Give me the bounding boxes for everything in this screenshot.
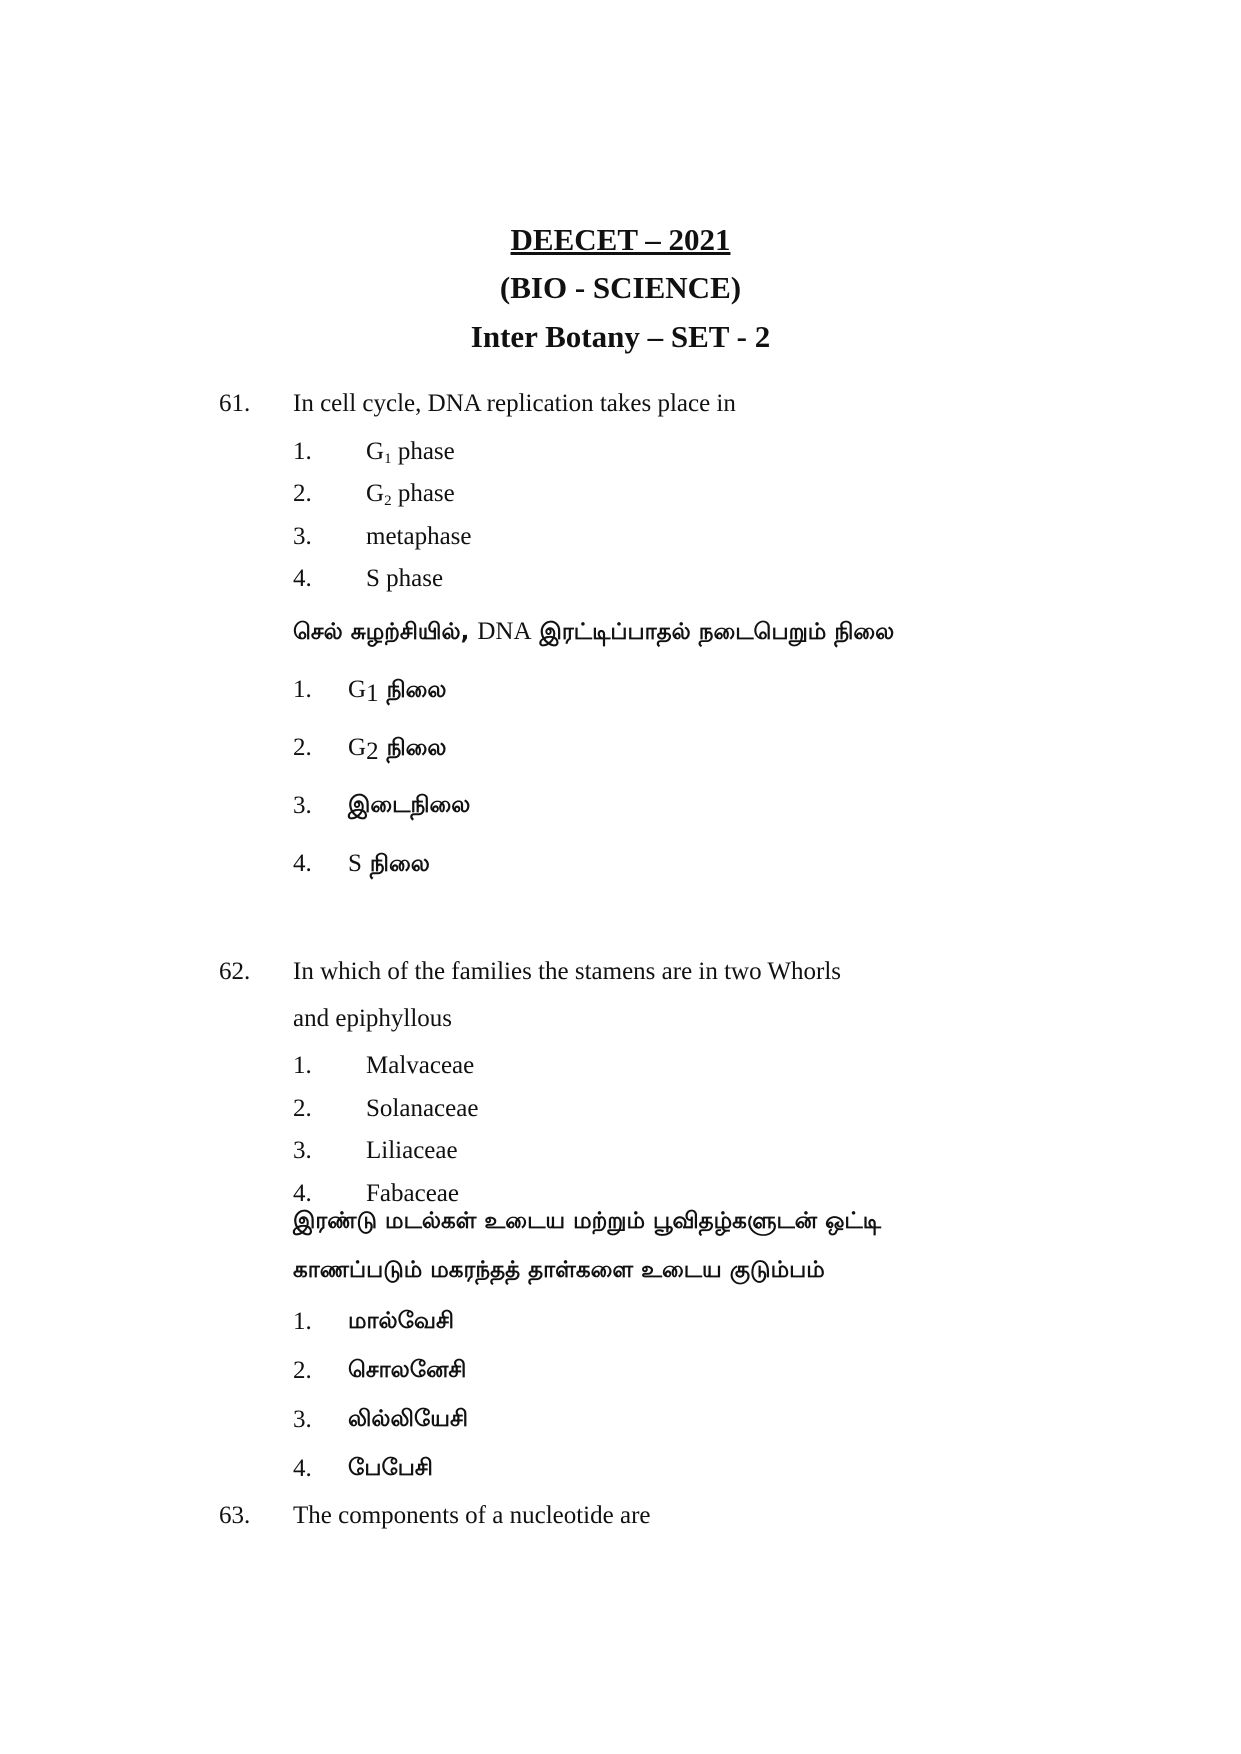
exam-subject: (BIO - SCIENCE) — [499, 270, 742, 305]
q62-option-4-text: Fabaceae — [366, 1180, 459, 1207]
question-63-number: 63. — [219, 1502, 251, 1529]
q62-ta-option-3-text: லில்லியேசி — [348, 1406, 469, 1432]
q61-option-4-text: S phase — [366, 565, 444, 592]
q62-ta-option-2-text: சொலனேசி — [348, 1357, 467, 1383]
q62-ta-option-2-number: 2. — [293, 1357, 312, 1384]
q62-option-3-text: Liliaceae — [366, 1137, 458, 1164]
exam-set: Inter Botany – SET - 2 — [470, 319, 771, 354]
question-62-number: 62. — [219, 958, 251, 985]
question-62-text-line2: and epiphyllous — [293, 1005, 453, 1032]
q61-option-1-text: $G_1$ phase — [366, 438, 455, 467]
q61-ta-option-1-text: $G_1$ நிலை — [348, 676, 447, 707]
q61-ta-option-2-number: 2. — [293, 734, 312, 761]
q62-option-1-text: Malvaceae — [366, 1052, 475, 1079]
q61-option-1-number: 1. — [293, 438, 312, 465]
question-61-tamil-text: செல் சுழற்சியில், DNA இரட்டிப்பாதல் நடைபெறும் நிலை — [293, 618, 895, 645]
question-62-tamil-line2: காணப்படும் மகரந்தத் தாள்களை உடைய குடும்பம் — [293, 1257, 825, 1283]
q61-ta-option-2-text: $G_2$ நிலை — [348, 734, 447, 765]
q62-option-2-text: Solanaceae — [366, 1095, 479, 1122]
q62-option-2-number: 2. — [293, 1095, 312, 1122]
question-61-text: In cell cycle, DNA replication takes place in — [293, 390, 736, 417]
question-62-text-line1: In which of the families the stamens are in two Whorls — [293, 958, 842, 985]
q61-ta-option-4-text: S நிலை — [348, 850, 430, 877]
q62-ta-option-1-number: 1. — [293, 1308, 312, 1335]
q61-option-3-number: 3. — [293, 523, 312, 550]
q62-option-3-number: 3. — [293, 1137, 312, 1164]
question-61-number: 61. — [219, 390, 251, 417]
q61-option-4-number: 4. — [293, 565, 312, 592]
question-62-tamil-line1: இரண்டு மடல்கள் உடைய மற்றும் பூவிதழ்களுடன் ஒட்டி — [293, 1208, 881, 1234]
q61-ta-option-1-number: 1. — [293, 676, 312, 703]
question-63-text: The components of a nucleotide are — [293, 1502, 651, 1529]
q62-option-1-number: 1. — [293, 1052, 312, 1079]
q62-option-4-number: 4. — [293, 1180, 312, 1207]
q62-ta-option-4-number: 4. — [293, 1455, 312, 1482]
exam-title: DEECET – 2021 — [510, 222, 731, 257]
q61-ta-option-3-number: 3. — [293, 792, 312, 819]
q62-ta-option-3-number: 3. — [293, 1406, 312, 1433]
q61-ta-option-4-number: 4. — [293, 850, 312, 877]
q61-option-3-text: metaphase — [366, 523, 472, 550]
q61-option-2-number: 2. — [293, 480, 312, 507]
q61-option-2-text: $G_2$ phase — [366, 480, 455, 509]
q61-ta-option-3-text: இடைநிலை — [348, 792, 471, 818]
q62-ta-option-1-text: மால்வேசி — [348, 1308, 454, 1334]
q62-ta-option-4-text: பேபேசி — [348, 1455, 433, 1481]
